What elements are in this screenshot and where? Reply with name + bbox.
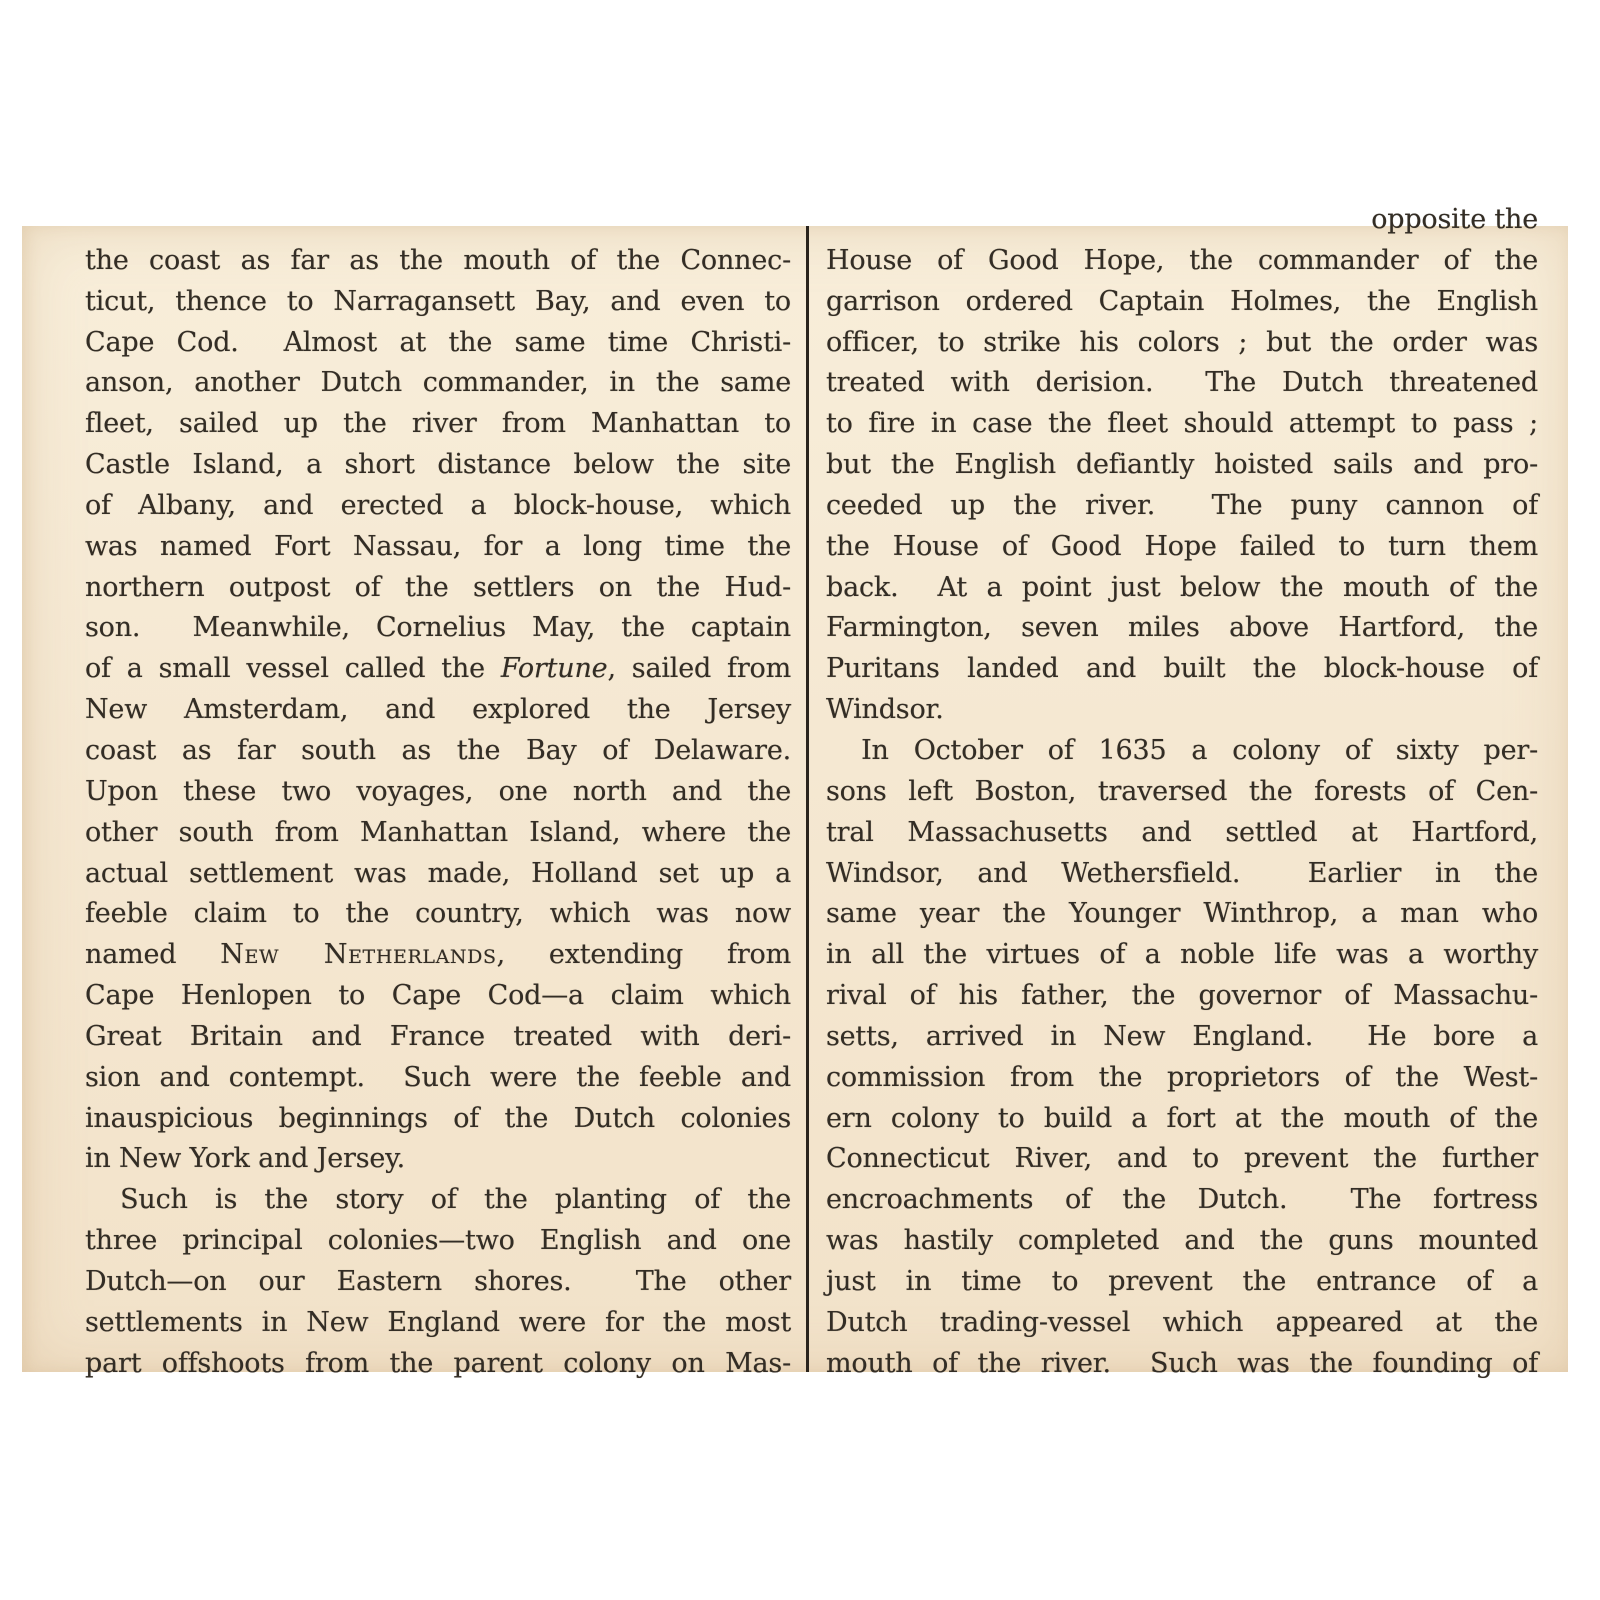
text-line: was hastily completed and the guns mounted — [826, 1225, 1538, 1257]
column-divider-rule — [806, 226, 809, 1372]
text-line: same year the Younger Winthrop, a man who — [826, 898, 1538, 930]
text-line: anson, another Dutch commander, in the same — [85, 367, 791, 399]
text-line: fleet, sailed up the river from Manhattan to — [85, 408, 791, 440]
text-line: named New Netherlands, extending from — [85, 939, 792, 971]
cut-top-line: opposite the — [1371, 204, 1538, 235]
text-line: Upon these two voyages, one north and the — [85, 775, 791, 807]
text-line: settlements in New England were for the most — [85, 1306, 791, 1338]
text-line: In October of 1635 a colony of sixty per- — [861, 734, 1538, 766]
text-line: Castle Island, a short distance below the site — [85, 449, 791, 481]
text-line: Connecticut River, and to prevent the further — [826, 1143, 1538, 1175]
column-left — [85, 200, 791, 1384]
text-line: in New York and Jersey. — [85, 1143, 406, 1175]
text-line: Such is the story of the planting of the — [120, 1184, 791, 1216]
text-line: of Albany, and erected a block-house, which — [85, 489, 791, 521]
text-line: the coast as far as the mouth of the Connec- — [85, 244, 791, 276]
text-line: Cape Henlopen to Cape Cod—a claim which — [85, 980, 791, 1012]
text-line: Farmington, seven miles above Hartford, the — [826, 612, 1538, 644]
text-line: Dutch—on our Eastern shores. The other — [85, 1265, 791, 1297]
text-line: northern outpost of the settlers on the Hud- — [85, 571, 791, 603]
text-line: Dutch trading-vessel which appeared at the — [826, 1306, 1538, 1338]
text-line: Puritans landed and built the block-house of — [826, 653, 1538, 685]
text-line: other south from Manhattan Island, where the — [85, 816, 791, 848]
text-line: in all the virtues of a noble life was a worthy — [826, 939, 1538, 971]
text-line: officer, to strike his colors ; but the order was — [826, 326, 1538, 358]
text-line: ern colony to build a fort at the mouth of the — [826, 1102, 1538, 1134]
text-line: mouth of the river. Such was the founding of — [826, 1347, 1538, 1379]
text-line: encroachments of the Dutch. The fortress — [826, 1184, 1538, 1216]
text-line: New Amsterdam, and explored the Jersey — [85, 694, 791, 726]
text-line: feeble claim to the country, which was now — [85, 898, 791, 930]
text-line: to fire in case the fleet should attempt to pass ; — [826, 408, 1538, 440]
text-line: son. Meanwhile, Cornelius May, the captain — [85, 612, 791, 644]
column-right — [826, 200, 1538, 1384]
cut-top-line — [85, 200, 791, 241]
book-page-scan — [22, 204, 1568, 1379]
text-line: commission from the proprietors of the West- — [826, 1061, 1538, 1093]
text-line: setts, arrived in New England. He bore a — [826, 1020, 1538, 1052]
text-line: actual settlement was made, Holland set up a — [85, 857, 791, 889]
text-line: of a small vessel called the Fortune, sailed from — [85, 653, 791, 685]
text-line: ticut, thence to Narragansett Bay, and even to — [85, 285, 791, 317]
text-line: Cape Cod. Almost at the same time Christi- — [85, 326, 791, 358]
text-line: inauspicious beginnings of the Dutch colonies — [85, 1102, 791, 1134]
text-line: part offshoots from the parent colony on Mas- — [85, 1347, 791, 1379]
text-line: coast as far south as the Bay of Delaware. — [85, 734, 791, 766]
text-line: rival of his father, the governor of Massachu- — [826, 980, 1538, 1012]
text-line: treated with derision. The Dutch threatened — [826, 367, 1538, 399]
text-line: just in time to prevent the entrance of a — [826, 1265, 1538, 1297]
text-line: Great Britain and France treated with deri- — [85, 1020, 791, 1052]
text-line: back. At a point just below the mouth of the — [826, 571, 1538, 603]
text-line: was named Fort Nassau, for a long time the — [85, 530, 791, 562]
text-line: the House of Good Hope failed to turn them — [826, 530, 1538, 562]
text-line: sons left Boston, traversed the forests of Cen- — [826, 775, 1538, 807]
text-line: three principal colonies—two English and one — [85, 1225, 791, 1257]
text-line: House of Good Hope, the commander of the — [826, 244, 1538, 276]
text-line: Windsor, and Wethersfield. Earlier in the — [826, 857, 1538, 889]
text-line: ceeded up the river. The puny cannon of — [826, 489, 1538, 521]
text-line: but the English defiantly hoisted sails and pro- — [826, 449, 1538, 481]
text-line: sion and contempt. Such were the feeble and — [85, 1061, 791, 1093]
text-line: Windsor. — [826, 694, 944, 726]
text-line: garrison ordered Captain Holmes, the English — [826, 285, 1538, 317]
text-line: tral Massachusetts and settled at Hartford, — [826, 816, 1538, 848]
